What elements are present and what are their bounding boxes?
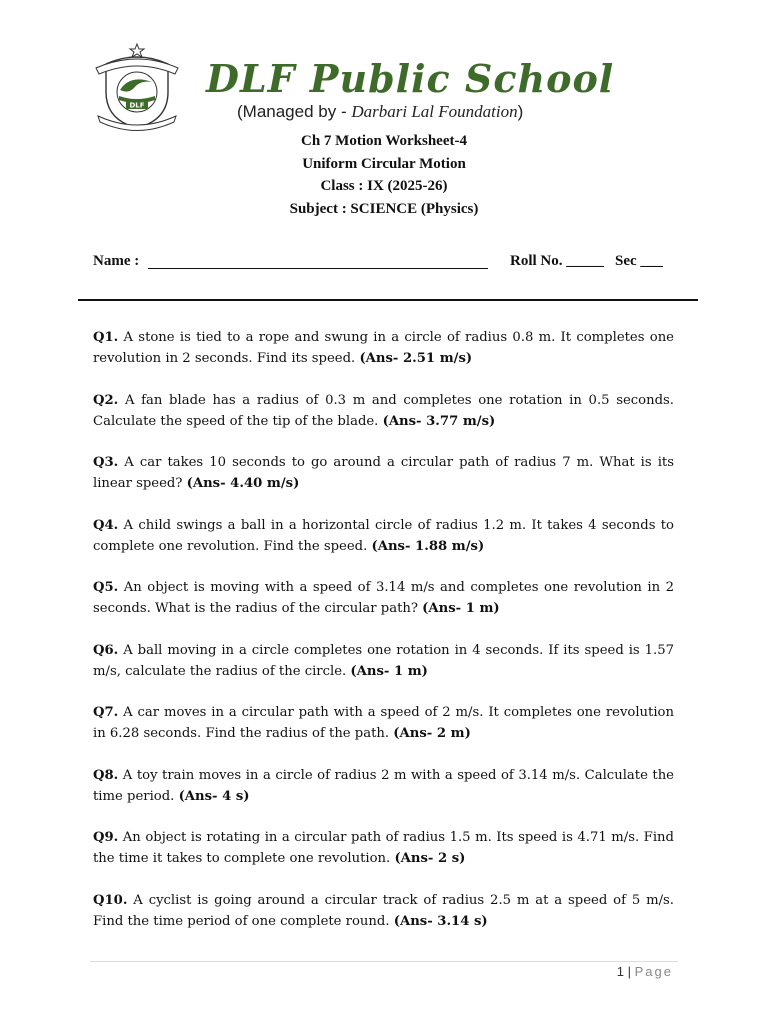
managed-org: Darbari Lal Foundation: [351, 102, 518, 121]
question-number: Q8.: [93, 767, 119, 783]
worksheet-titles: [0, 130, 768, 220]
title-subject: Subject : SCIENCE (Physics): [289, 200, 479, 217]
question-text: A child swings a ball in a horizontal circle of radius 1.2 m. It takes 4 seconds to complete one revolution. Find the speed.: [93, 517, 674, 554]
managed-suffix: ): [517, 102, 524, 121]
header-divider: [78, 299, 698, 301]
sec-label: Sec ___: [615, 253, 663, 269]
question-item: [93, 577, 674, 619]
question-item: [93, 890, 674, 932]
question-number: Q9.: [93, 830, 119, 845]
managed-prefix: (Managed by -: [237, 102, 352, 121]
question-text: A car takes 10 seconds to go around a circular path of radius 7 m. What is its linear speed?: [93, 455, 674, 491]
question-list: [93, 327, 674, 952]
question-answer: (Ans- 4 s): [178, 788, 250, 804]
page-label: Page: [634, 964, 673, 979]
question-answer: (Ans- 1 m): [422, 601, 500, 616]
question-answer: (Ans- 1.88 m/s): [371, 538, 485, 554]
roll-sec-row: [510, 253, 663, 270]
question-number: Q6.: [93, 642, 119, 658]
footer-divider: [90, 961, 678, 962]
question-item: [93, 390, 674, 432]
question-number: Q1.: [93, 330, 119, 345]
question-answer: (Ans- 1 m): [350, 663, 428, 679]
question-item: [93, 515, 674, 557]
question-text: A ball moving in a circle completes one rotation in 4 seconds. If its speed is 1.57 m/s, calculate the radius of the circle.: [93, 642, 674, 679]
roll-label: Roll No. _____: [510, 253, 604, 269]
question-answer: (Ans- 2 s): [394, 851, 466, 866]
question-number: Q10.: [93, 892, 128, 908]
name-blank-line: [148, 268, 488, 269]
question-text: A cyclist is going around a circular track of radius 2.5 m at a speed of 5 m/s. Find the time period of one complete round.: [93, 892, 674, 929]
question-number: Q3.: [93, 455, 119, 470]
question-answer: (Ans- 2 m): [393, 726, 471, 741]
question-number: Q7.: [93, 705, 119, 720]
question-answer: (Ans- 2.51 m/s): [359, 351, 473, 366]
school-logo: [92, 42, 182, 134]
question-item: [93, 765, 674, 807]
question-text: A fan blade has a radius of 0.3 m and completes one rotation in 0.5 seconds. Calculate the speed of the tip of the blade.: [93, 392, 674, 429]
title-chapter: Ch 7 Motion Worksheet-4: [301, 133, 467, 149]
question-item: [93, 452, 674, 494]
title-class: Class : IX (2025-26): [320, 178, 448, 194]
question-text: An object is moving with a speed of 3.14 m/s and completes one revolution in 2 seconds. What is the radius of the circular path?: [93, 580, 674, 616]
page-separator: |: [624, 964, 635, 979]
title-topic: Uniform Circular Motion: [302, 155, 466, 172]
question-answer: (Ans- 4.40 m/s): [186, 476, 300, 491]
question-item: [93, 327, 674, 369]
question-item: [93, 702, 674, 744]
name-label: Name :: [93, 253, 140, 269]
question-item: [93, 640, 674, 682]
question-item: [93, 827, 674, 869]
question-answer: (Ans- 3.77 m/s): [382, 413, 496, 429]
question-text: An object is rotating in a circular path of radius 1.5 m. Its speed is 4.71 m/s. Find the time it takes to complete one revolution.: [93, 830, 674, 866]
school-name: DLF Public School: [206, 56, 615, 101]
page-number: 1: [616, 964, 625, 979]
question-text: A toy train moves in a circle of radius 2 m with a speed of 3.14 m/s. Calculate the time period.: [93, 767, 674, 804]
question-answer: (Ans- 3.14 s): [393, 913, 488, 929]
question-number: Q4.: [93, 517, 119, 533]
logo-mark-text: DLF: [129, 101, 145, 110]
question-text: A stone is tied to a rope and swung in a circle of radius 0.8 m. It completes one revolution in 2 seconds. Find its speed.: [93, 330, 674, 366]
page-footer: [617, 964, 673, 979]
question-number: Q5.: [93, 580, 119, 595]
managed-by-line: [237, 102, 523, 122]
question-number: Q2.: [93, 392, 119, 408]
question-text: A car moves in a circular path with a speed of 2 m/s. It completes one revolution in 6.28 seconds. Find the radius of the path.: [93, 705, 674, 741]
